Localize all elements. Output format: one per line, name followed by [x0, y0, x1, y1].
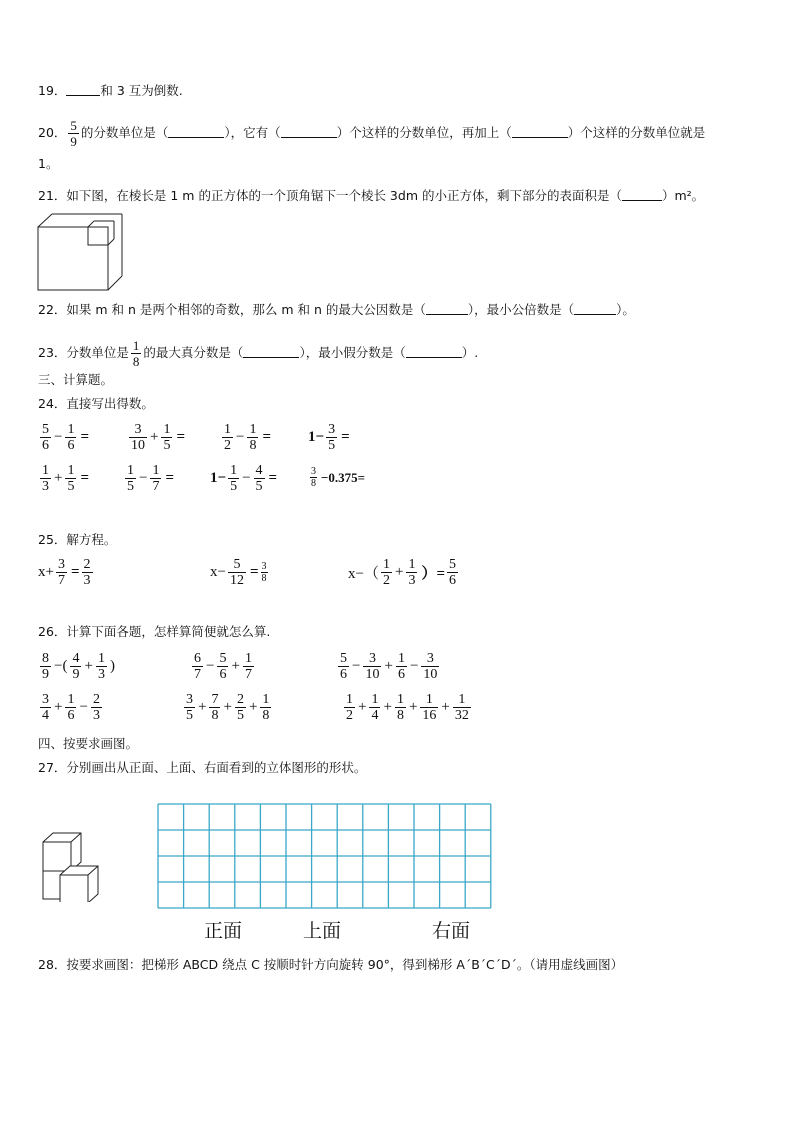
operator: −: [139, 470, 148, 486]
fraction: [65, 463, 76, 494]
equals: =: [341, 429, 350, 445]
text: ）个这样的分数单位就是: [567, 125, 706, 140]
fraction: [125, 463, 136, 494]
fraction: [222, 422, 233, 453]
denominator: 5: [127, 479, 134, 494]
fraction: [447, 557, 458, 588]
question-text: 分别画出从正面、上面、右面看到的立体图形的形状。: [66, 760, 367, 775]
question-22: [38, 302, 635, 318]
denominator: 8: [249, 438, 257, 453]
question-number: 28．: [38, 957, 67, 972]
question-number: 25．: [38, 532, 67, 547]
operator: −: [236, 429, 245, 445]
fraction: $\frac{1}{6}$: [397, 651, 405, 682]
numerator: 1: [224, 422, 231, 437]
fraction: [40, 422, 51, 453]
numerator: 4: [255, 463, 263, 478]
denominator: 3: [408, 573, 416, 588]
answer-blank[interactable]: [281, 126, 337, 138]
grid-label-front: 正面: [204, 920, 243, 942]
text: ），最小假分数是（: [299, 345, 406, 360]
question-number: 22．: [38, 302, 67, 317]
calc-item: $\frac{5}{6}$ − $\frac{3}{10}$ + $\frac{1}{6}$ − $\frac{3}{10}$: [340, 651, 438, 682]
equals: =: [165, 470, 175, 486]
fraction: $\frac{1}{32}$: [454, 692, 469, 723]
numerator: 5: [70, 118, 77, 133]
fraction: $\frac{8}{9}$: [42, 651, 49, 682]
equals: =: [80, 429, 90, 445]
numerator: 3: [57, 557, 65, 572]
answer-blank[interactable]: [168, 126, 224, 138]
fraction: $\frac{2}{3}$: [92, 692, 100, 723]
operator: −: [242, 470, 251, 486]
numerator: 1: [127, 463, 134, 478]
section-heading-3: 三、计算题。: [38, 372, 114, 387]
fraction: $\frac{5}{6}$: [340, 651, 347, 682]
question-number: 21．: [38, 188, 67, 203]
text: 的分数单位是（: [80, 125, 169, 140]
section-heading-4: 四、按要求画图。: [38, 736, 139, 751]
question-number: 27．: [38, 760, 67, 775]
answer-blank[interactable]: [622, 189, 662, 201]
equation-1: [38, 557, 95, 588]
denominator: 5: [328, 438, 336, 453]
fraction: [254, 463, 265, 494]
calc-item: [38, 422, 89, 453]
equals: =: [249, 564, 259, 580]
question-number: 20．: [38, 125, 67, 140]
fraction: $\frac{1}{3}$: [97, 651, 105, 682]
fraction: [68, 118, 79, 149]
fraction: $\frac{6}{7}$: [194, 651, 201, 682]
answer-blank[interactable]: [574, 303, 616, 315]
answer-blank[interactable]: [426, 303, 468, 315]
numerator: 1: [382, 557, 390, 572]
operator: +: [150, 429, 159, 445]
calc-item: $\frac{3}{4}$ + $\frac{1}{6}$ − $\frac{2}{3}$: [42, 692, 100, 723]
prefix: x+: [38, 564, 54, 580]
denominator: 3: [83, 573, 91, 588]
question-20: [38, 118, 705, 149]
cube-stack-figure: [40, 832, 110, 902]
numerator: 2: [83, 557, 91, 572]
numerator: 5: [449, 557, 456, 572]
equals: =: [176, 429, 186, 445]
denominator: 8: [132, 354, 140, 369]
numerator: 3: [261, 561, 267, 572]
calc-item: [210, 463, 277, 494]
denominator: 3: [42, 479, 49, 494]
numerator: 1: [67, 463, 75, 478]
fraction: [406, 557, 417, 588]
denominator: 5: [255, 479, 263, 494]
question-21: [38, 188, 704, 204]
grid-label-right: 右面: [432, 920, 471, 942]
equation-3: [348, 557, 460, 588]
calc-item: [127, 422, 185, 453]
fraction: [65, 422, 76, 453]
denominator: 5: [163, 438, 171, 453]
denominator: 9: [70, 134, 77, 149]
text: 的最大真分数是（: [143, 345, 244, 360]
denominator: 5: [230, 479, 238, 494]
fraction: [131, 338, 142, 369]
text: ）.: [461, 345, 479, 360]
question-number: 24．: [38, 396, 67, 411]
question-23: [38, 338, 478, 369]
numerator: 1: [152, 463, 160, 478]
text: ）。: [616, 302, 635, 317]
equals: =: [268, 470, 278, 486]
numerator: 1: [163, 422, 171, 437]
calc-item: [123, 463, 174, 494]
numerator: 5: [42, 422, 49, 437]
question-number: 26．: [38, 624, 67, 639]
fraction: $\frac{1}{16}$: [422, 692, 437, 723]
question-19: [38, 83, 183, 99]
numerator: 1: [230, 463, 238, 478]
numerator: 5: [233, 557, 241, 572]
fraction: $\frac{3}{4}$: [42, 692, 49, 723]
numerator: 3: [311, 466, 316, 477]
grid-label-top: 上面: [303, 920, 342, 942]
answer-blank[interactable]: [406, 346, 462, 358]
equals: =: [262, 429, 272, 445]
question-26: [38, 624, 270, 640]
text: ），它有（: [224, 125, 281, 140]
equation-2: [210, 557, 270, 588]
equals: =: [70, 564, 80, 580]
question-text: 和 3 互为倒数.: [100, 83, 183, 98]
numerator: 1: [249, 422, 257, 437]
text: ）个这样的分数单位，再加上（: [336, 125, 512, 140]
denominator: 5: [67, 479, 75, 494]
fraction: [261, 561, 268, 584]
text: 分数单位是: [66, 345, 129, 360]
text: ），最小公倍数是（: [467, 302, 575, 317]
prefix: 1−: [308, 429, 325, 445]
fraction: [228, 463, 239, 494]
fraction: $\frac{4}{9}$: [72, 651, 80, 682]
equals: =: [80, 470, 90, 486]
question-27: [38, 760, 366, 776]
fraction: [228, 557, 246, 588]
calc-item: $\frac{1}{2}$ + $\frac{1}{4}$ + $\frac{1}{8}$ + $\frac{1}{16}$ + $\frac{1}{32}$: [346, 692, 469, 723]
close-paren-equals: ）=: [421, 566, 445, 582]
calc-item: [220, 422, 271, 453]
question-25: [38, 532, 116, 548]
fraction: $\frac{3}{5}$: [186, 692, 193, 723]
question-28: [38, 957, 623, 973]
denominator: 7: [57, 573, 65, 588]
calc-item: [308, 466, 365, 489]
answer-blank[interactable]: [66, 84, 100, 96]
question-text: 解方程。: [66, 532, 117, 547]
fraction: $\frac{3}{10}$: [365, 651, 380, 682]
calc-item: [38, 463, 89, 494]
fraction: $\frac{7}{8}$: [211, 692, 219, 723]
calc-item: $\frac{3}{5}$ + $\frac{7}{8}$ + $\frac{2}{5}$ + $\frac{1}{8}$: [186, 692, 270, 723]
question-text: 计算下面各题，怎样算简便就怎么算.: [66, 624, 271, 639]
question-text: 如下图，在棱长是 1 m 的正方体的一个顶角锯下一个棱长 3dm 的小正方体，剩下部分的表面积是（: [66, 188, 622, 203]
denominator: 6: [67, 438, 75, 453]
fraction: $\frac{1}{4}$: [371, 692, 379, 723]
fraction: $\frac{1}{8}$: [396, 692, 404, 723]
calc-item: $\frac{8}{9}$ −( $\frac{4}{9}$ + $\frac{1}{3}$ ): [42, 651, 115, 682]
fraction: [129, 422, 147, 453]
denominator: 8: [261, 573, 267, 584]
denominator: 8: [311, 478, 316, 489]
denominator: 2: [224, 438, 231, 453]
denominator: 6: [42, 438, 49, 453]
operator: −: [54, 429, 63, 445]
question-24: [38, 396, 154, 412]
answer-blank[interactable]: [512, 126, 568, 138]
fraction: $\frac{1}{8}$: [262, 692, 270, 723]
fraction: [56, 557, 67, 588]
numerator: 1: [42, 463, 49, 478]
text: ）m²。: [661, 188, 705, 203]
answer-blank[interactable]: [243, 346, 299, 358]
fraction: [247, 422, 258, 453]
fraction: [310, 466, 317, 489]
question-20-continued: 1。: [38, 156, 59, 171]
denominator: 10: [131, 438, 145, 453]
numerator: 1: [67, 422, 75, 437]
fraction: $\frac{5}{6}$: [219, 651, 227, 682]
fraction: [40, 463, 51, 494]
calc-item: [308, 422, 350, 453]
fraction: $\frac{1}{7}$: [244, 651, 252, 682]
cube-cut-figure: [36, 210, 126, 292]
question-text: 如果 m 和 n 是两个相邻的奇数，那么 m 和 n 的最大公因数是（: [66, 302, 426, 317]
operator: +: [54, 470, 63, 486]
question-text: 按要求画图：把梯形 ABCD 绕点 C 按顺时针方向旋转 90°，得到梯形 A´B´C´D´。（请用虚线画图）: [66, 957, 624, 972]
denominator: 12: [229, 573, 244, 588]
fraction: $\frac{1}{6}$: [67, 692, 75, 723]
fraction: [82, 557, 93, 588]
suffix: −0.375=: [321, 469, 366, 485]
numerator: 3: [328, 422, 336, 437]
fraction: [381, 557, 392, 588]
question-text: 直接写出得数。: [66, 396, 154, 411]
drawing-grid[interactable]: [157, 803, 497, 913]
calc-item: $\frac{6}{7}$ − $\frac{5}{6}$ + $\frac{1}{7}$: [194, 651, 252, 682]
question-number: 23．: [38, 345, 67, 360]
numerator: 1: [132, 338, 140, 353]
fraction: [326, 422, 337, 453]
denominator: 6: [449, 573, 456, 588]
fraction: $\frac{1}{2}$: [346, 692, 353, 723]
fraction: [161, 422, 172, 453]
question-number: 19．: [38, 83, 67, 98]
fraction: $\frac{2}{5}$: [236, 692, 244, 723]
numerator: 3: [134, 422, 142, 437]
denominator: 2: [382, 573, 390, 588]
fraction: [150, 463, 161, 494]
prefix: 1−: [210, 470, 227, 486]
fraction: $\frac{3}{10}$: [423, 651, 438, 682]
denominator: 7: [152, 479, 160, 494]
operator: +: [394, 564, 404, 580]
prefix: x−: [210, 564, 226, 580]
prefix: x−（: [348, 566, 379, 582]
numerator: 1: [408, 557, 416, 572]
